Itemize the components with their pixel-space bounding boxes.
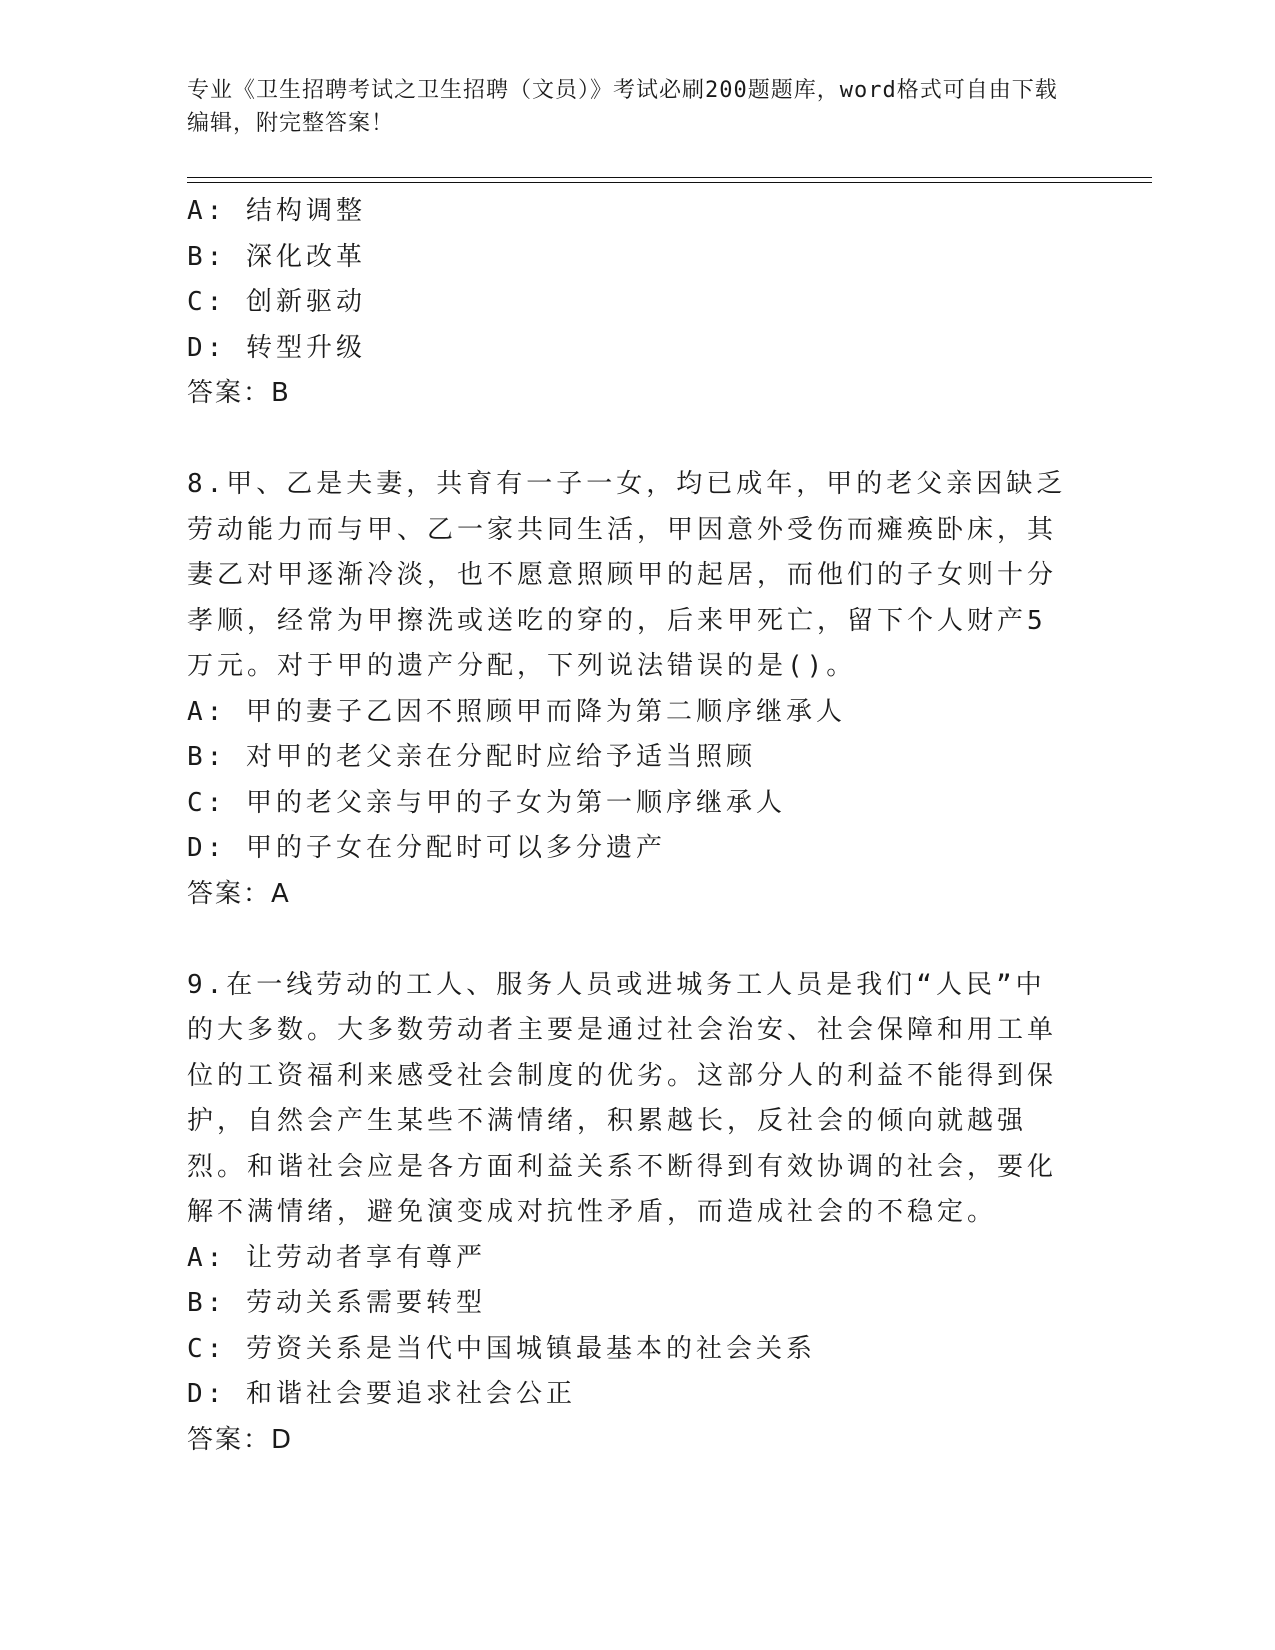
spacer [187,917,1067,963]
q9-stem: 9.在一线劳动的工人、服务人员或进城务工人员是我们“人民”中的大多数。大多数劳动者主要是通过社会治安、社会保障和用工单位的工资福利来感受社会制度的优劣。这部分人的利益不能得到保护，自然会产生某些不满情绪，积累越长，反社会的倾向就越强烈。和谐社会应是各方面利益关系不断得到有效协调的社会，要化解不满情绪，避免演变成对抗性矛盾，而造成社会的不稳定。 [187,969,1058,1227]
question-content [187,189,1067,1463]
q8-option-a: A: 甲的妻子乙因不照顾甲而降为第二顺序继承人 [187,696,846,727]
q8-option-d: D: 甲的子女在分配时可以多分遗产 [187,833,666,863]
q8-option-c: C: 甲的老父亲与甲的子女为第一顺序继承人 [187,787,786,818]
q9-answer: 答案：D [187,1424,294,1455]
question-9-block [187,963,1067,1464]
q7-option-b: B: 深化改革 [187,241,366,272]
question-7-block [187,189,1067,417]
q7-option-a: A: 结构调整 [187,196,366,226]
question-8-block [187,462,1067,917]
q9-option-d: D: 和谐社会要追求社会公正 [187,1379,576,1409]
spacer [187,417,1067,463]
header-rule-bottom [187,182,1152,183]
q8-option-b: B: 对甲的老父亲在分配时应给予适当照顾 [187,742,756,772]
q7-answer: 答案：B [187,378,291,408]
q8-answer: 答案：A [187,878,291,909]
q7-option-c: C: 创新驱动 [187,287,366,317]
q9-option-c: C: 劳资关系是当代中国城镇最基本的社会关系 [187,1333,816,1364]
q8-stem: 8.甲、乙是夫妻，共育有一子一女，均已成年，甲的老父亲因缺乏劳动能力而与甲、乙一家共同生活，甲因意外受伤而瘫痪卧床，其妻乙对甲逐渐冷淡，也不愿意照顾甲的起居，而他们的子女则十分孝顺，经常为甲擦洗或送吃的穿的，后来甲死亡，留下个人财产5万元。对于甲的遗产分配，下列说法错误的是()。 [187,469,1067,681]
document-header: 专业《卫生招聘考试之卫生招聘（文员）》考试必刷200题题库，word格式可自由下载编辑，附完整答案！ [187,78,1058,136]
q9-option-a: A: 让劳动者享有尊严 [187,1242,486,1273]
q7-option-d: D: 转型升级 [187,332,366,363]
header-rule-top [187,177,1152,178]
q9-option-b: B: 劳动关系需要转型 [187,1288,486,1318]
